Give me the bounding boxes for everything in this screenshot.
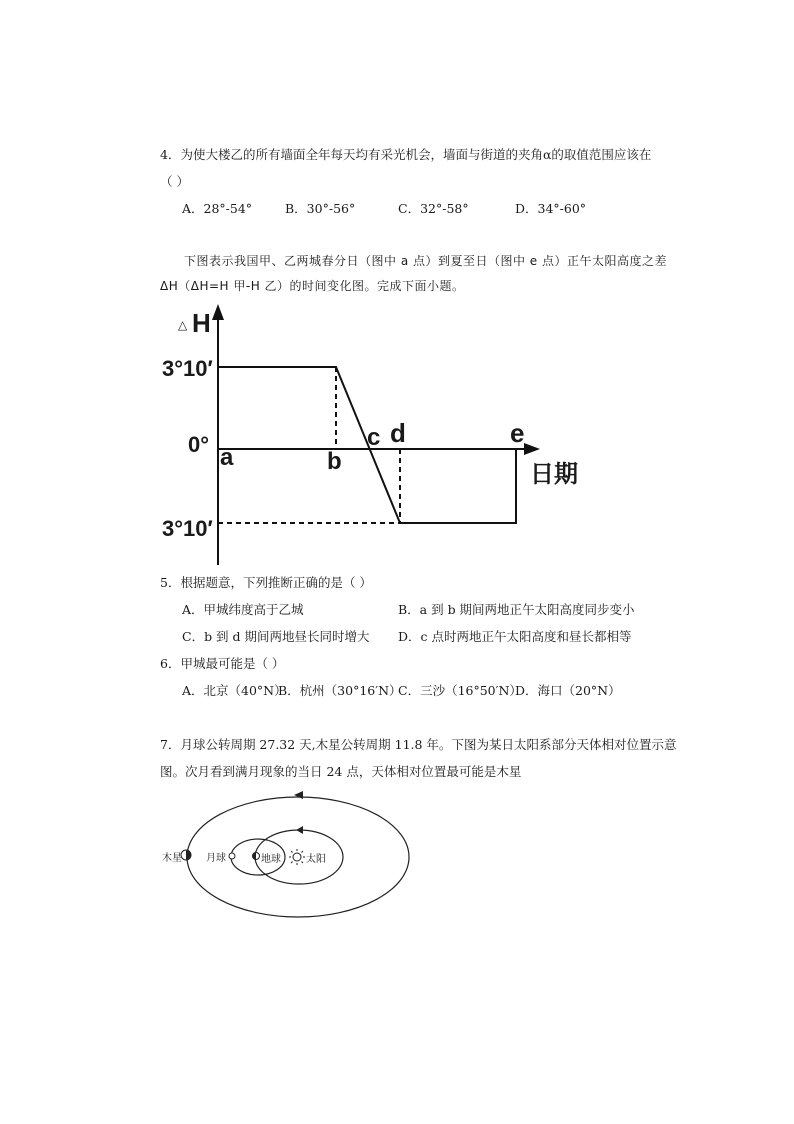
jupiter-label: 木星: [162, 853, 182, 864]
tick-zero-label: 0°: [188, 432, 210, 457]
y-axis-delta-symbol: △: [178, 318, 188, 332]
q5-option-b: B．a 到 b 期间两地正午太阳高度同步变小: [398, 602, 635, 617]
tick-top-label: 3°10′: [162, 356, 213, 381]
q5-option-d: D．c 点时两地正午太阳高度和昼长都相等: [398, 629, 632, 644]
intro-line-2: ΔH（ΔH=H 甲-H 乙）的时间变化图。完成下面小题。: [160, 279, 465, 293]
moon-body: [229, 853, 235, 859]
q4-option-d: D．34°-60°: [515, 201, 587, 216]
q6-option-b: B．杭州（30°16′N）: [278, 683, 402, 698]
q6-option-a: A．北京（40°N）: [182, 683, 287, 698]
sun-icon: [289, 849, 305, 865]
q4-option-b: B．30°-56°: [285, 201, 356, 216]
q6-option-d: D．海口（20°N）: [515, 683, 621, 698]
q4-stem: 4．为使大楼乙的所有墙面全年每天均有采光机会，墙面与街道的夹角α的取值范围应该在: [160, 147, 652, 162]
y-axis-label: H: [192, 308, 211, 338]
intro-line-1: 下图表示我国甲、乙两城春分日（图中 a 点）到夏至日（图中 e 点）正午太阳高度之差: [184, 254, 667, 268]
q5-option-c: C．b 到 d 期间两地昼长同时增大: [182, 629, 370, 644]
x-axis-label: 日期: [530, 461, 578, 488]
jupiter-shade: [186, 850, 191, 860]
q7-line-1: 7．月球公转周期 27.32 天,木星公转周期 11.8 年。下图为某日太阳系部分天体相对位置示意: [160, 737, 677, 752]
point-c-label: c: [367, 424, 381, 451]
moon-label: 月球: [206, 853, 226, 864]
q5-option-a: A．甲城纬度高于乙城: [182, 602, 304, 617]
jupiter-orbit-arrow: [294, 791, 303, 799]
earth-orbit-arrow: [296, 826, 303, 834]
q4-paren: （ ）: [160, 174, 189, 189]
sun-label: 太阳: [306, 854, 326, 865]
q7-line-2: 图。次月看到满月现象的当日 24 点，天体相对位置最可能是木星: [160, 764, 522, 779]
point-e-label: e: [510, 418, 525, 448]
point-d-label: d: [390, 418, 406, 448]
q4-option-a: A．28°-54°: [182, 201, 253, 216]
q5-stem: 5．根据题意，下列推断正确的是（ ）: [160, 575, 372, 590]
point-a-label: a: [220, 444, 234, 471]
point-b-label: b: [327, 448, 342, 475]
q6-stem: 6．甲城最可能是（ ）: [160, 656, 285, 671]
earth-label: 地球: [261, 854, 281, 865]
q4-option-c: C．32°-58°: [398, 201, 469, 216]
q6-option-c: C．三沙（16°50′N）: [398, 683, 522, 698]
tick-bottom-label: 3°10′: [162, 516, 213, 541]
